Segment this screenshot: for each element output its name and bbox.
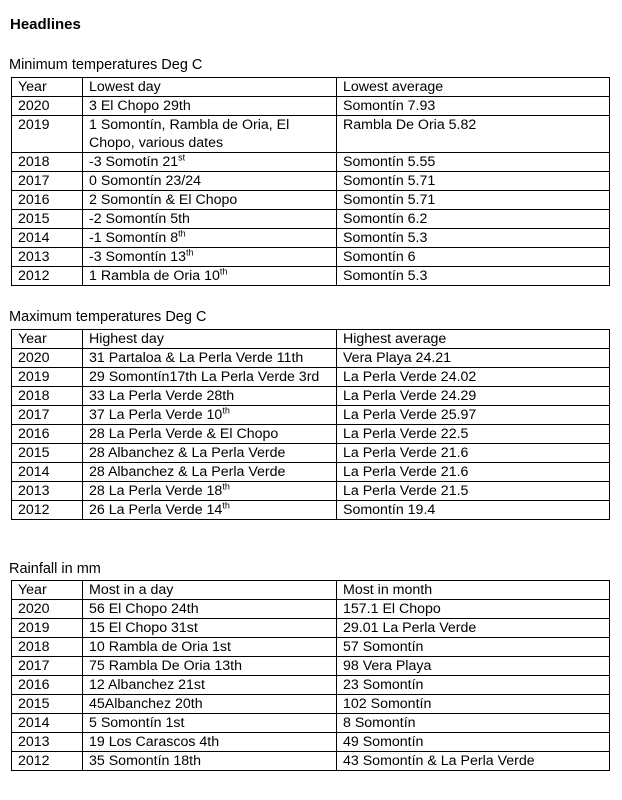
day-text: 15 El Chopo 31st bbox=[89, 620, 198, 636]
day-cell bbox=[83, 695, 337, 714]
year-cell: 2012 bbox=[12, 752, 83, 771]
avg-cell: Vera Playa 24.21 bbox=[337, 349, 610, 368]
year-cell: 2019 bbox=[12, 619, 83, 638]
table-row bbox=[12, 210, 610, 229]
day-cell bbox=[83, 425, 337, 444]
table-row bbox=[12, 406, 610, 425]
day-text: 28 Albanchez & La Perla Verde bbox=[89, 464, 286, 480]
year-cell: 2013 bbox=[12, 482, 83, 501]
day-text: 1 Somontín, Rambla de Oria, El Chopo, various dates bbox=[89, 117, 290, 151]
table-row bbox=[12, 191, 610, 210]
table-header-row bbox=[12, 581, 610, 600]
avg-cell: Somontín 5.71 bbox=[337, 191, 610, 210]
year-cell: 2020 bbox=[12, 600, 83, 619]
year-cell: 2014 bbox=[12, 229, 83, 248]
day-text: 12 Albanchez 21st bbox=[89, 677, 205, 693]
ordinal-suffix: th bbox=[178, 228, 186, 239]
day-text: 45Albanchez 20th bbox=[89, 696, 203, 712]
min-temp-table bbox=[11, 77, 610, 286]
day-text: 33 La Perla Verde 28th bbox=[89, 388, 235, 404]
page-headline: Headlines bbox=[10, 16, 81, 33]
day-header: Most in a day bbox=[83, 581, 337, 600]
day-cell bbox=[83, 116, 337, 153]
table-row bbox=[12, 600, 610, 619]
day-header: Lowest day bbox=[83, 78, 337, 97]
year-cell: 2020 bbox=[12, 349, 83, 368]
year-cell: 2019 bbox=[12, 368, 83, 387]
max-temp-table bbox=[11, 329, 610, 520]
table-row bbox=[12, 349, 610, 368]
ordinal-suffix: th bbox=[222, 405, 230, 416]
table-row bbox=[12, 153, 610, 172]
year-cell: 2016 bbox=[12, 425, 83, 444]
day-text: 31 Partaloa & La Perla Verde 11th bbox=[89, 350, 304, 366]
day-text: 5 Somontín 1st bbox=[89, 715, 185, 731]
day-cell bbox=[83, 406, 337, 425]
avg-cell: 29.01 La Perla Verde bbox=[337, 619, 610, 638]
day-cell bbox=[83, 444, 337, 463]
day-cell bbox=[83, 267, 337, 286]
year-cell: 2013 bbox=[12, 248, 83, 267]
table-row bbox=[12, 97, 610, 116]
table-row bbox=[12, 695, 610, 714]
table-row bbox=[12, 368, 610, 387]
day-cell bbox=[83, 752, 337, 771]
year-cell: 2012 bbox=[12, 267, 83, 286]
day-text: 10 Rambla de Oria 1st bbox=[89, 639, 231, 655]
table-row bbox=[12, 482, 610, 501]
table-row bbox=[12, 463, 610, 482]
day-cell bbox=[83, 482, 337, 501]
ordinal-suffix: th bbox=[219, 266, 228, 277]
avg-cell: Rambla De Oria 5.82 bbox=[337, 116, 610, 153]
avg-cell: 102 Somontín bbox=[337, 695, 610, 714]
day-text: 26 La Perla Verde 14 bbox=[89, 502, 223, 518]
day-cell bbox=[83, 638, 337, 657]
year-cell: 2012 bbox=[12, 501, 83, 520]
avg-cell: Somontín 5.3 bbox=[337, 229, 610, 248]
year-cell: 2017 bbox=[12, 657, 83, 676]
ordinal-suffix: th bbox=[186, 247, 194, 258]
avg-cell: 98 Vera Playa bbox=[337, 657, 610, 676]
day-cell bbox=[83, 600, 337, 619]
year-header: Year bbox=[12, 581, 83, 600]
day-text: 19 Los Carascos 4th bbox=[89, 734, 220, 750]
year-cell: 2020 bbox=[12, 97, 83, 116]
table-row bbox=[12, 657, 610, 676]
day-text: 37 La Perla Verde 10 bbox=[89, 407, 223, 423]
year-cell: 2014 bbox=[12, 714, 83, 733]
year-cell: 2017 bbox=[12, 172, 83, 191]
avg-cell: Somontín 6.2 bbox=[337, 210, 610, 229]
table-row bbox=[12, 752, 610, 771]
avg-cell: 57 Somontín bbox=[337, 638, 610, 657]
avg-cell: La Perla Verde 21.6 bbox=[337, 444, 610, 463]
day-text: -3 Somontín 13 bbox=[89, 249, 187, 265]
year-cell: 2016 bbox=[12, 191, 83, 210]
day-text: -2 Somontín 5th bbox=[89, 211, 190, 227]
day-cell bbox=[83, 210, 337, 229]
section-caption-min-temp: Minimum temperatures Deg C bbox=[9, 57, 203, 73]
ordinal-suffix: th bbox=[222, 500, 230, 511]
table-row bbox=[12, 638, 610, 657]
day-cell bbox=[83, 248, 337, 267]
year-cell: 2014 bbox=[12, 463, 83, 482]
avg-cell: 23 Somontín bbox=[337, 676, 610, 695]
avg-header: Lowest average bbox=[337, 78, 610, 97]
day-text: 1 Rambla de Oria 10 bbox=[89, 268, 220, 284]
table-row bbox=[12, 172, 610, 191]
year-cell: 2015 bbox=[12, 210, 83, 229]
day-cell bbox=[83, 733, 337, 752]
table-row bbox=[12, 714, 610, 733]
year-header: Year bbox=[12, 78, 83, 97]
avg-cell: Somontín 5.71 bbox=[337, 172, 610, 191]
avg-header: Highest average bbox=[337, 330, 610, 349]
year-cell: 2018 bbox=[12, 638, 83, 657]
day-text: 35 Somontín 18th bbox=[89, 753, 202, 769]
day-text: 29 Somontín17th La Perla Verde 3rd bbox=[89, 369, 320, 385]
day-cell bbox=[83, 714, 337, 733]
table-row bbox=[12, 733, 610, 752]
day-cell bbox=[83, 153, 337, 172]
year-cell: 2017 bbox=[12, 406, 83, 425]
day-text: 0 Somontín 23/24 bbox=[89, 173, 202, 189]
avg-cell: 43 Somontín & La Perla Verde bbox=[337, 752, 610, 771]
avg-cell: Somontín 5.3 bbox=[337, 267, 610, 286]
section-caption-max-temp: Maximum temperatures Deg C bbox=[9, 309, 207, 325]
table-row bbox=[12, 267, 610, 286]
section-caption-rainfall: Rainfall in mm bbox=[9, 561, 101, 577]
table-row bbox=[12, 676, 610, 695]
year-cell: 2015 bbox=[12, 444, 83, 463]
year-cell: 2013 bbox=[12, 733, 83, 752]
day-text: -1 Somontín 8 bbox=[89, 230, 179, 246]
day-cell bbox=[83, 97, 337, 116]
avg-cell: La Perla Verde 22.5 bbox=[337, 425, 610, 444]
day-text: 75 Rambla De Oria 13th bbox=[89, 658, 242, 674]
day-text: 56 El Chopo 24th bbox=[89, 601, 199, 617]
table-row bbox=[12, 116, 610, 153]
avg-cell: 8 Somontín bbox=[337, 714, 610, 733]
table-row bbox=[12, 501, 610, 520]
table-row bbox=[12, 425, 610, 444]
year-header: Year bbox=[12, 330, 83, 349]
day-text: -3 Somotín 21 bbox=[89, 154, 179, 170]
table-header-row bbox=[12, 78, 610, 97]
day-cell bbox=[83, 368, 337, 387]
year-cell: 2019 bbox=[12, 116, 83, 153]
table-row bbox=[12, 248, 610, 267]
table-row bbox=[12, 444, 610, 463]
table-row bbox=[12, 619, 610, 638]
avg-cell: Somontín 7.93 bbox=[337, 97, 610, 116]
table-row bbox=[12, 229, 610, 248]
year-cell: 2018 bbox=[12, 153, 83, 172]
ordinal-suffix: th bbox=[222, 481, 230, 492]
day-cell bbox=[83, 191, 337, 210]
day-text: 3 El Chopo 29th bbox=[89, 98, 191, 114]
avg-cell: Somontín 6 bbox=[337, 248, 610, 267]
table-row bbox=[12, 387, 610, 406]
day-text: 28 La Perla Verde 18 bbox=[89, 483, 223, 499]
day-cell bbox=[83, 676, 337, 695]
avg-cell: La Perla Verde 24.02 bbox=[337, 368, 610, 387]
table-header-row bbox=[12, 330, 610, 349]
year-cell: 2018 bbox=[12, 387, 83, 406]
day-text: 28 Albanchez & La Perla Verde bbox=[89, 445, 286, 461]
day-cell bbox=[83, 501, 337, 520]
avg-cell: 157.1 El Chopo bbox=[337, 600, 610, 619]
day-cell bbox=[83, 172, 337, 191]
day-header: Highest day bbox=[83, 330, 337, 349]
day-cell bbox=[83, 387, 337, 406]
day-cell bbox=[83, 229, 337, 248]
avg-cell: 49 Somontín bbox=[337, 733, 610, 752]
ordinal-suffix: st bbox=[178, 152, 186, 163]
avg-cell: La Perla Verde 21.5 bbox=[337, 482, 610, 501]
avg-header: Most in month bbox=[337, 581, 610, 600]
day-text: 2 Somontín & El Chopo bbox=[89, 192, 238, 208]
day-cell bbox=[83, 349, 337, 368]
year-cell: 2015 bbox=[12, 695, 83, 714]
year-cell: 2016 bbox=[12, 676, 83, 695]
day-text: 28 La Perla Verde & El Chopo bbox=[89, 426, 279, 442]
avg-cell: La Perla Verde 25.97 bbox=[337, 406, 610, 425]
day-cell bbox=[83, 657, 337, 676]
avg-cell: Somontín 5.55 bbox=[337, 153, 610, 172]
avg-cell: La Perla Verde 24.29 bbox=[337, 387, 610, 406]
rainfall-table bbox=[11, 580, 610, 771]
avg-cell: Somontín 19.4 bbox=[337, 501, 610, 520]
day-cell bbox=[83, 463, 337, 482]
avg-cell: La Perla Verde 21.6 bbox=[337, 463, 610, 482]
day-cell bbox=[83, 619, 337, 638]
